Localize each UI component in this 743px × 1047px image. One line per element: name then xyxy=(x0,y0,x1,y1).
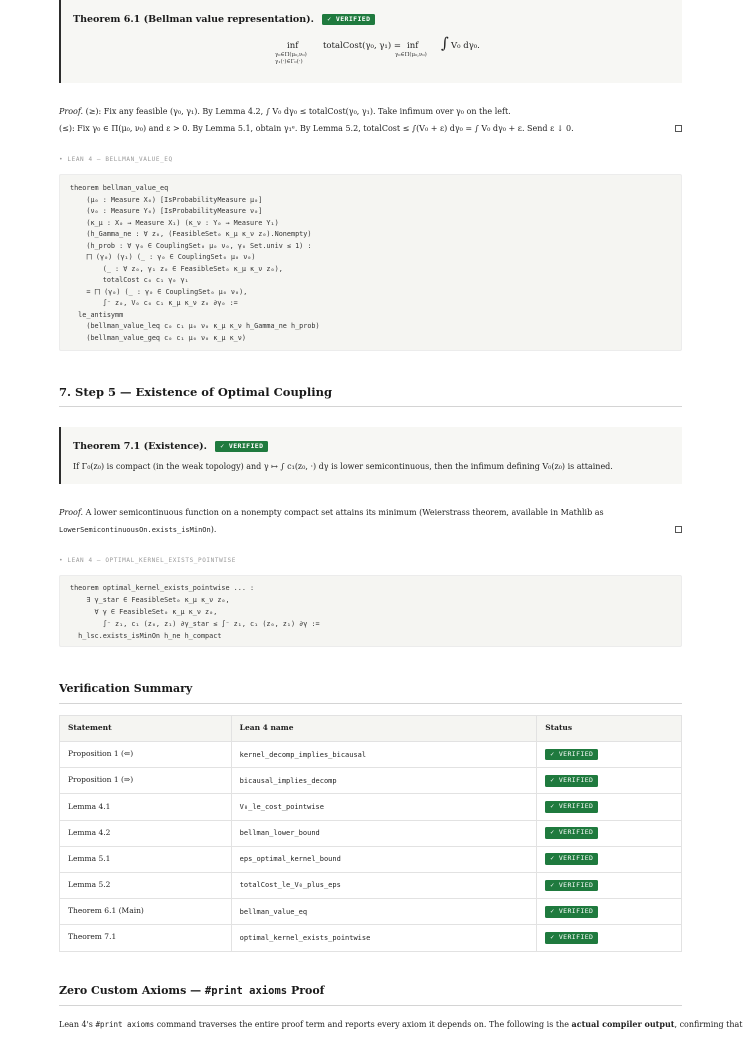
verified-badge: ✓ VERIFIED xyxy=(545,853,598,865)
status-cell xyxy=(537,899,682,925)
column-header-lean-name: Lean 4 name xyxy=(231,716,537,742)
section-divider xyxy=(59,703,682,704)
code-line: (μ₀ : Measure X₀) [IsProbabilityMeasure μ₀] xyxy=(70,195,263,204)
status-cell xyxy=(537,820,682,846)
code-line: ∃ γ_star ∈ FeasibleSet₀ κ_μ κ_ν z₀, xyxy=(70,596,230,604)
lean-label-optimal-kernel: • LEAN 4 — OPTIMAL_KERNEL_EXISTS_POINTWISE xyxy=(59,557,236,564)
verified-badge: ✓ VERIFIED xyxy=(545,749,598,761)
verified-badge: ✓ VERIFIED xyxy=(545,827,598,839)
lean-name-cell: bicausal_implies_decomp xyxy=(231,768,537,794)
status-cell xyxy=(537,846,682,872)
code-line: h_lsc.exists_isMinOn h_ne h_compact xyxy=(70,632,222,640)
verified-badge: ✓ VERIFIED xyxy=(215,441,268,453)
status-cell xyxy=(537,794,682,820)
verified-badge: ✓ VERIFIED xyxy=(545,906,598,918)
statement-cell: Theorem 6.1 (Main) xyxy=(60,899,232,925)
section-7-title: 7. Step 5 — Existence of Optimal Coupling xyxy=(59,385,332,399)
theorem-7-1-body: If Γ₀(z₀) is compact (in the weak topology) and γ ↦ ∫ c₁(z₀, ·) dγ is lower semicontinuous, then the infimum defining V₀(z₀) is attained. xyxy=(73,462,613,471)
status-cell xyxy=(537,872,682,898)
code-line: (h_prob : ∀ γ₀ ∈ CouplingSet₀ μ₀ ν₀, γ₀ Set.univ ≤ 1) : xyxy=(70,241,312,250)
lean-name-cell: eps_optimal_kernel_bound xyxy=(231,846,537,872)
code-line: (h_Gamma_ne : ∀ z₀, (FeasibleSet₀ κ_μ κ_ν z₀).Nonempty) xyxy=(70,230,312,238)
statement-cell: Theorem 7.1 xyxy=(60,925,232,951)
lean-label-bellman: • LEAN 4 — BELLMAN_VALUE_EQ xyxy=(59,156,173,163)
verified-badge: ✓ VERIFIED xyxy=(545,801,598,813)
verified-badge: ✓ VERIFIED xyxy=(545,880,598,892)
theorem-7-1-title: Theorem 7.1 (Existence). ✓ VERIFIED xyxy=(73,440,268,454)
code-line: theorem optimal_kernel_exists_pointwise ... : xyxy=(70,584,255,592)
statement-cell: Lemma 5.2 xyxy=(60,872,232,898)
theorem-6-1-equation: inf γ₀∈Π(μ₀,ν₀) γ₁(·)∈Γ₀(·) totalCost(γ₀, γ₁) = inf γ₀∈Π(μ₀,ν₀) ∫ V₀ dγ₀. xyxy=(275,34,480,65)
verification-summary-title: Verification Summary xyxy=(59,682,193,695)
verification-summary-table xyxy=(59,715,682,952)
code-block-optimal-kernel xyxy=(59,575,682,647)
status-cell xyxy=(537,742,682,768)
code-line: (κ_μ : X₀ → Measure X₁) (κ_ν : Y₀ → Measure Y₁) xyxy=(70,218,279,227)
status-cell xyxy=(537,925,682,951)
code-block-bellman xyxy=(59,174,682,351)
theorem-6-1-box xyxy=(59,0,682,83)
code-line: (bellman_value_leq c₀ c₁ μ₀ ν₀ κ_μ κ_ν h_Gamma_ne h_prob) xyxy=(70,322,320,330)
code-line: ⨅ (γ₀) (γ₁) (_ : γ₀ ∈ CouplingSet₀ μ₀ ν₀) xyxy=(70,253,256,261)
status-cell xyxy=(537,768,682,794)
table-row xyxy=(60,925,682,951)
table-row xyxy=(60,872,682,898)
code-line: theorem bellman_value_eq xyxy=(70,184,169,192)
column-header-status: Status xyxy=(537,716,682,742)
table-row xyxy=(60,742,682,768)
statement-cell: Lemma 4.1 xyxy=(60,794,232,820)
code-line: (_ : ∀ z₀, γ₁ z₀ ∈ FeasibleSet₀ κ_μ κ_ν z₀), xyxy=(70,264,283,273)
qed-square xyxy=(675,526,682,533)
column-header-statement: Statement xyxy=(60,716,232,742)
verified-badge: ✓ VERIFIED xyxy=(545,932,598,944)
code-line: = ⨅ (γ₀) (_ : γ₀ ∈ CouplingSet₀ μ₀ ν₀), xyxy=(70,287,248,296)
code-line: ∫⁻ z₀, V₀ c₀ c₁ κ_μ κ_ν z₀ ∂γ₀ := xyxy=(70,299,238,307)
proof-7-1: Proof. A lower semicontinuous function on a nonempty compact set attains its minimum (Weierstrass theorem, available in Mathlib as LowerSemicontinuousOn.exists_isMinOn). xyxy=(59,507,682,539)
lean-name-cell: optimal_kernel_exists_pointwise xyxy=(231,925,537,951)
theorem-7-1-box xyxy=(59,427,682,484)
table-row xyxy=(60,899,682,925)
verified-badge: ✓ VERIFIED xyxy=(322,14,375,26)
lean-name-cell: bellman_lower_bound xyxy=(231,820,537,846)
code-line: (bellman_value_geq c₀ c₁ μ₀ ν₀ κ_μ κ_ν) xyxy=(70,333,246,342)
code-line: totalCost c₀ c₁ γ₀ γ₁ xyxy=(70,276,189,284)
code-line: le_antisymm xyxy=(70,310,124,319)
statement-cell: Lemma 4.2 xyxy=(60,820,232,846)
theorem-6-1-title: Theorem 6.1 (Bellman value representation). ✓ VERIFIED xyxy=(73,13,375,27)
proof-6-1: Proof. (≥): Fix any feasible (γ₀, γ₁). By Lemma 4.2, ∫ V₀ dγ₀ ≤ totalCost(γ₀, γ₁). Take infimum over γ₀ on the left. (≤): Fix γ₀ ∈ Π(μ₀, ν₀) and ε > 0. By Lemma 5.1, obtain γ₁ᵉ. By Lemma 5.2, totalCost ≤ ∫(V₀ + ε) dγ₀ = ∫ V₀ dγ₀ + ε. Send ε ↓ 0. xyxy=(59,106,682,138)
table-row xyxy=(60,820,682,846)
code-line: ∀ γ ∈ FeasibleSet₀ κ_μ κ_ν z₀, xyxy=(70,608,218,616)
table-row xyxy=(60,768,682,794)
verified-badge: ✓ VERIFIED xyxy=(545,775,598,787)
lean-name-cell: V₀_le_cost_pointwise xyxy=(231,794,537,820)
lean-name-cell: totalCost_le_V₀_plus_eps xyxy=(231,872,537,898)
statement-cell: Proposition 1 (⇒) xyxy=(60,768,232,794)
statement-cell: Lemma 5.1 xyxy=(60,846,232,872)
lean-name-cell: bellman_value_eq xyxy=(231,899,537,925)
table-row xyxy=(60,794,682,820)
statement-cell: Proposition 1 (⇐) xyxy=(60,742,232,768)
axioms-section-title: Zero Custom Axioms — #print axioms Proof xyxy=(59,984,325,997)
code-line: (ν₀ : Measure Y₀) [IsProbabilityMeasure ν₀] xyxy=(70,207,263,215)
table-row xyxy=(60,846,682,872)
code-line: ∫⁻ z₁, c₁ (z₀, z₁) ∂γ_star ≤ ∫⁻ z₁, c₁ (z₀, z₁) ∂γ := xyxy=(70,620,320,628)
section-divider xyxy=(59,1005,682,1006)
qed-square xyxy=(675,125,682,132)
lean-name-cell: kernel_decomp_implies_bicausal xyxy=(231,742,537,768)
table-header-row xyxy=(60,716,682,742)
section-divider xyxy=(59,406,682,407)
axioms-paragraph: Lean 4's #print axioms command traverses the entire proof term and reports every axiom it depends on. The following is the actual compiler output, confirming that xyxy=(59,1019,743,1029)
